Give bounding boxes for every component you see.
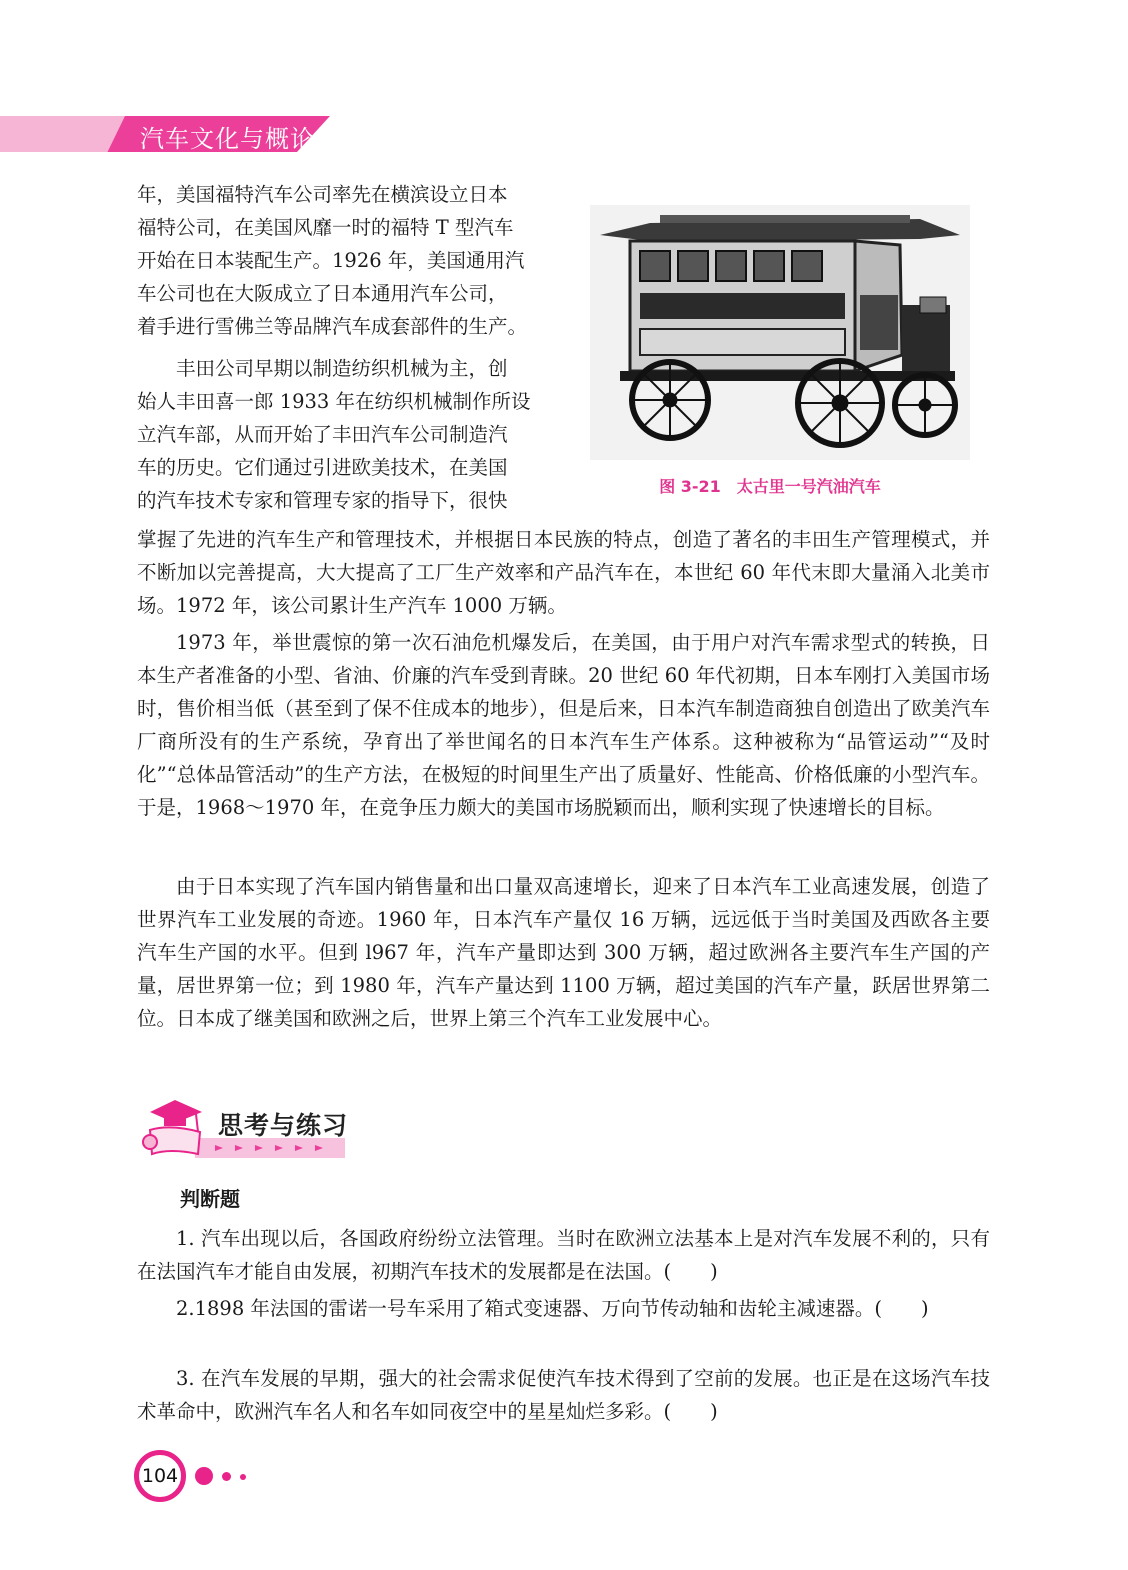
question-type-heading: 判断题 [180, 1187, 240, 1211]
figure-caption: 图 3-21 太古里一号汽油汽车 [659, 477, 881, 496]
paragraph-4: 由于日本实现了汽车国内销售量和出口量双高速增长，迎来了日本汽车工业高速发展，创造了世界汽车工业发展的奇迹。1960 年，日本汽车产量仅 16 万辆，远远低于当时美国及西欧各主要汽车生产国的水平。但到 l967 年，汽车产量即达到 300 万辆，超过欧洲各主要汽车生产国的产量，居世界第一位；到 1980 年，汽车产量达到 1100 万辆，超过美国的汽车产量，跃居世界第二位。日本成了继美国和欧洲之后，世界上第三个汽车工业发展中心。 [137, 875, 990, 1030]
paragraph-3: 1973 年，举世震惊的第一次石油危机爆发后，在美国，由于用户对汽车需求型式的转换，日本生产者准备的小型、省油、价廉的汽车受到青睐。20 世纪 60 年代初期，日本车刚打入美国市场时，售价相当低（甚至到了保不住成本的地步），但是后来，日本汽车制造商独自创造出了欧美汽车厂商所没有的生产系统，孕育出了举世闻名的日本汽车生产体系。这种被称为“品管运动”“及时化”“总体品管活动”的生产方法，在极短的时间里生产出了质量好、性能高、价格低廉的小型汽车。于是，1968～1970 年，在竞争压力颇大的美国市场脱颖而出，顺利实现了快速增长的目标。 [137, 631, 990, 819]
header-band-light [0, 116, 125, 152]
text-line: 的汽车技术专家和管理专家的指导下，很快 [137, 489, 508, 512]
book-title: 汽车文化与概论 [140, 125, 315, 153]
paragraph-1 [137, 178, 567, 343]
text-line: 立汽车部，从而开始了丰田汽车公司制造汽 [137, 423, 508, 446]
text-line: 开始在日本装配生产。1926 年，美国通用汽 [137, 249, 525, 272]
question-3: 3. 在汽车发展的早期，强大的社会需求促使汽车技术得到了空前的发展。也正是在这场汽车技术革命中，欧洲汽车名人和名车如同夜空中的星星灿烂多彩。( ) [137, 1367, 990, 1423]
question-1: 1. 汽车出现以后，各国政府纷纷立法管理。当时在欧洲立法基本上是对汽车发展不利的，只有在法国汽车才能自由发展，初期汽车技术的发展都是在法国。( ) [137, 1227, 990, 1283]
text-line: 着手进行雪佛兰等品牌汽车成套部件的生产。 [137, 315, 528, 338]
vintage-bus-illustration [590, 205, 970, 460]
page-dot-large [195, 1467, 213, 1485]
question-2: 2.1898 年法国的雷诺一号车采用了箱式变速器、万向节传动轴和齿轮主减速器。( ) [176, 1297, 929, 1320]
paragraph-2-wide: 掌握了先进的汽车生产和管理技术，并根据日本民族的特点，创造了著名的丰田生产管理模式，并不断加以完善提高，大大提高了工厂生产效率和产品汽车在，本世纪 60 年代末即大量涌入北美市场。1972 年，该公司累计生产汽车 1000 万辆。 [137, 528, 990, 617]
exercise-title: 思考与练习 [218, 1111, 349, 1140]
page-dot-small [240, 1474, 246, 1480]
page-number: 104 [134, 1450, 186, 1502]
page-dot-medium [222, 1472, 231, 1481]
paragraph-2-narrow [137, 352, 567, 517]
text-line: 年，美国福特汽车公司率先在横滨设立日本 [137, 183, 508, 206]
text-line: 始人丰田喜一郎 1933 年在纺织机械制作所设 [137, 390, 531, 413]
text-line: 福特公司，在美国风靡一时的福特 T 型汽车 [137, 216, 514, 239]
chapter-header [0, 116, 340, 152]
text-line: 车的历史。它们通过引进欧美技术，在美国 [137, 456, 508, 479]
text-line: 丰田公司早期以制造纺织机械为主，创 [176, 357, 508, 380]
text-line: 车公司也在大阪成立了日本通用汽车公司， [137, 282, 508, 305]
